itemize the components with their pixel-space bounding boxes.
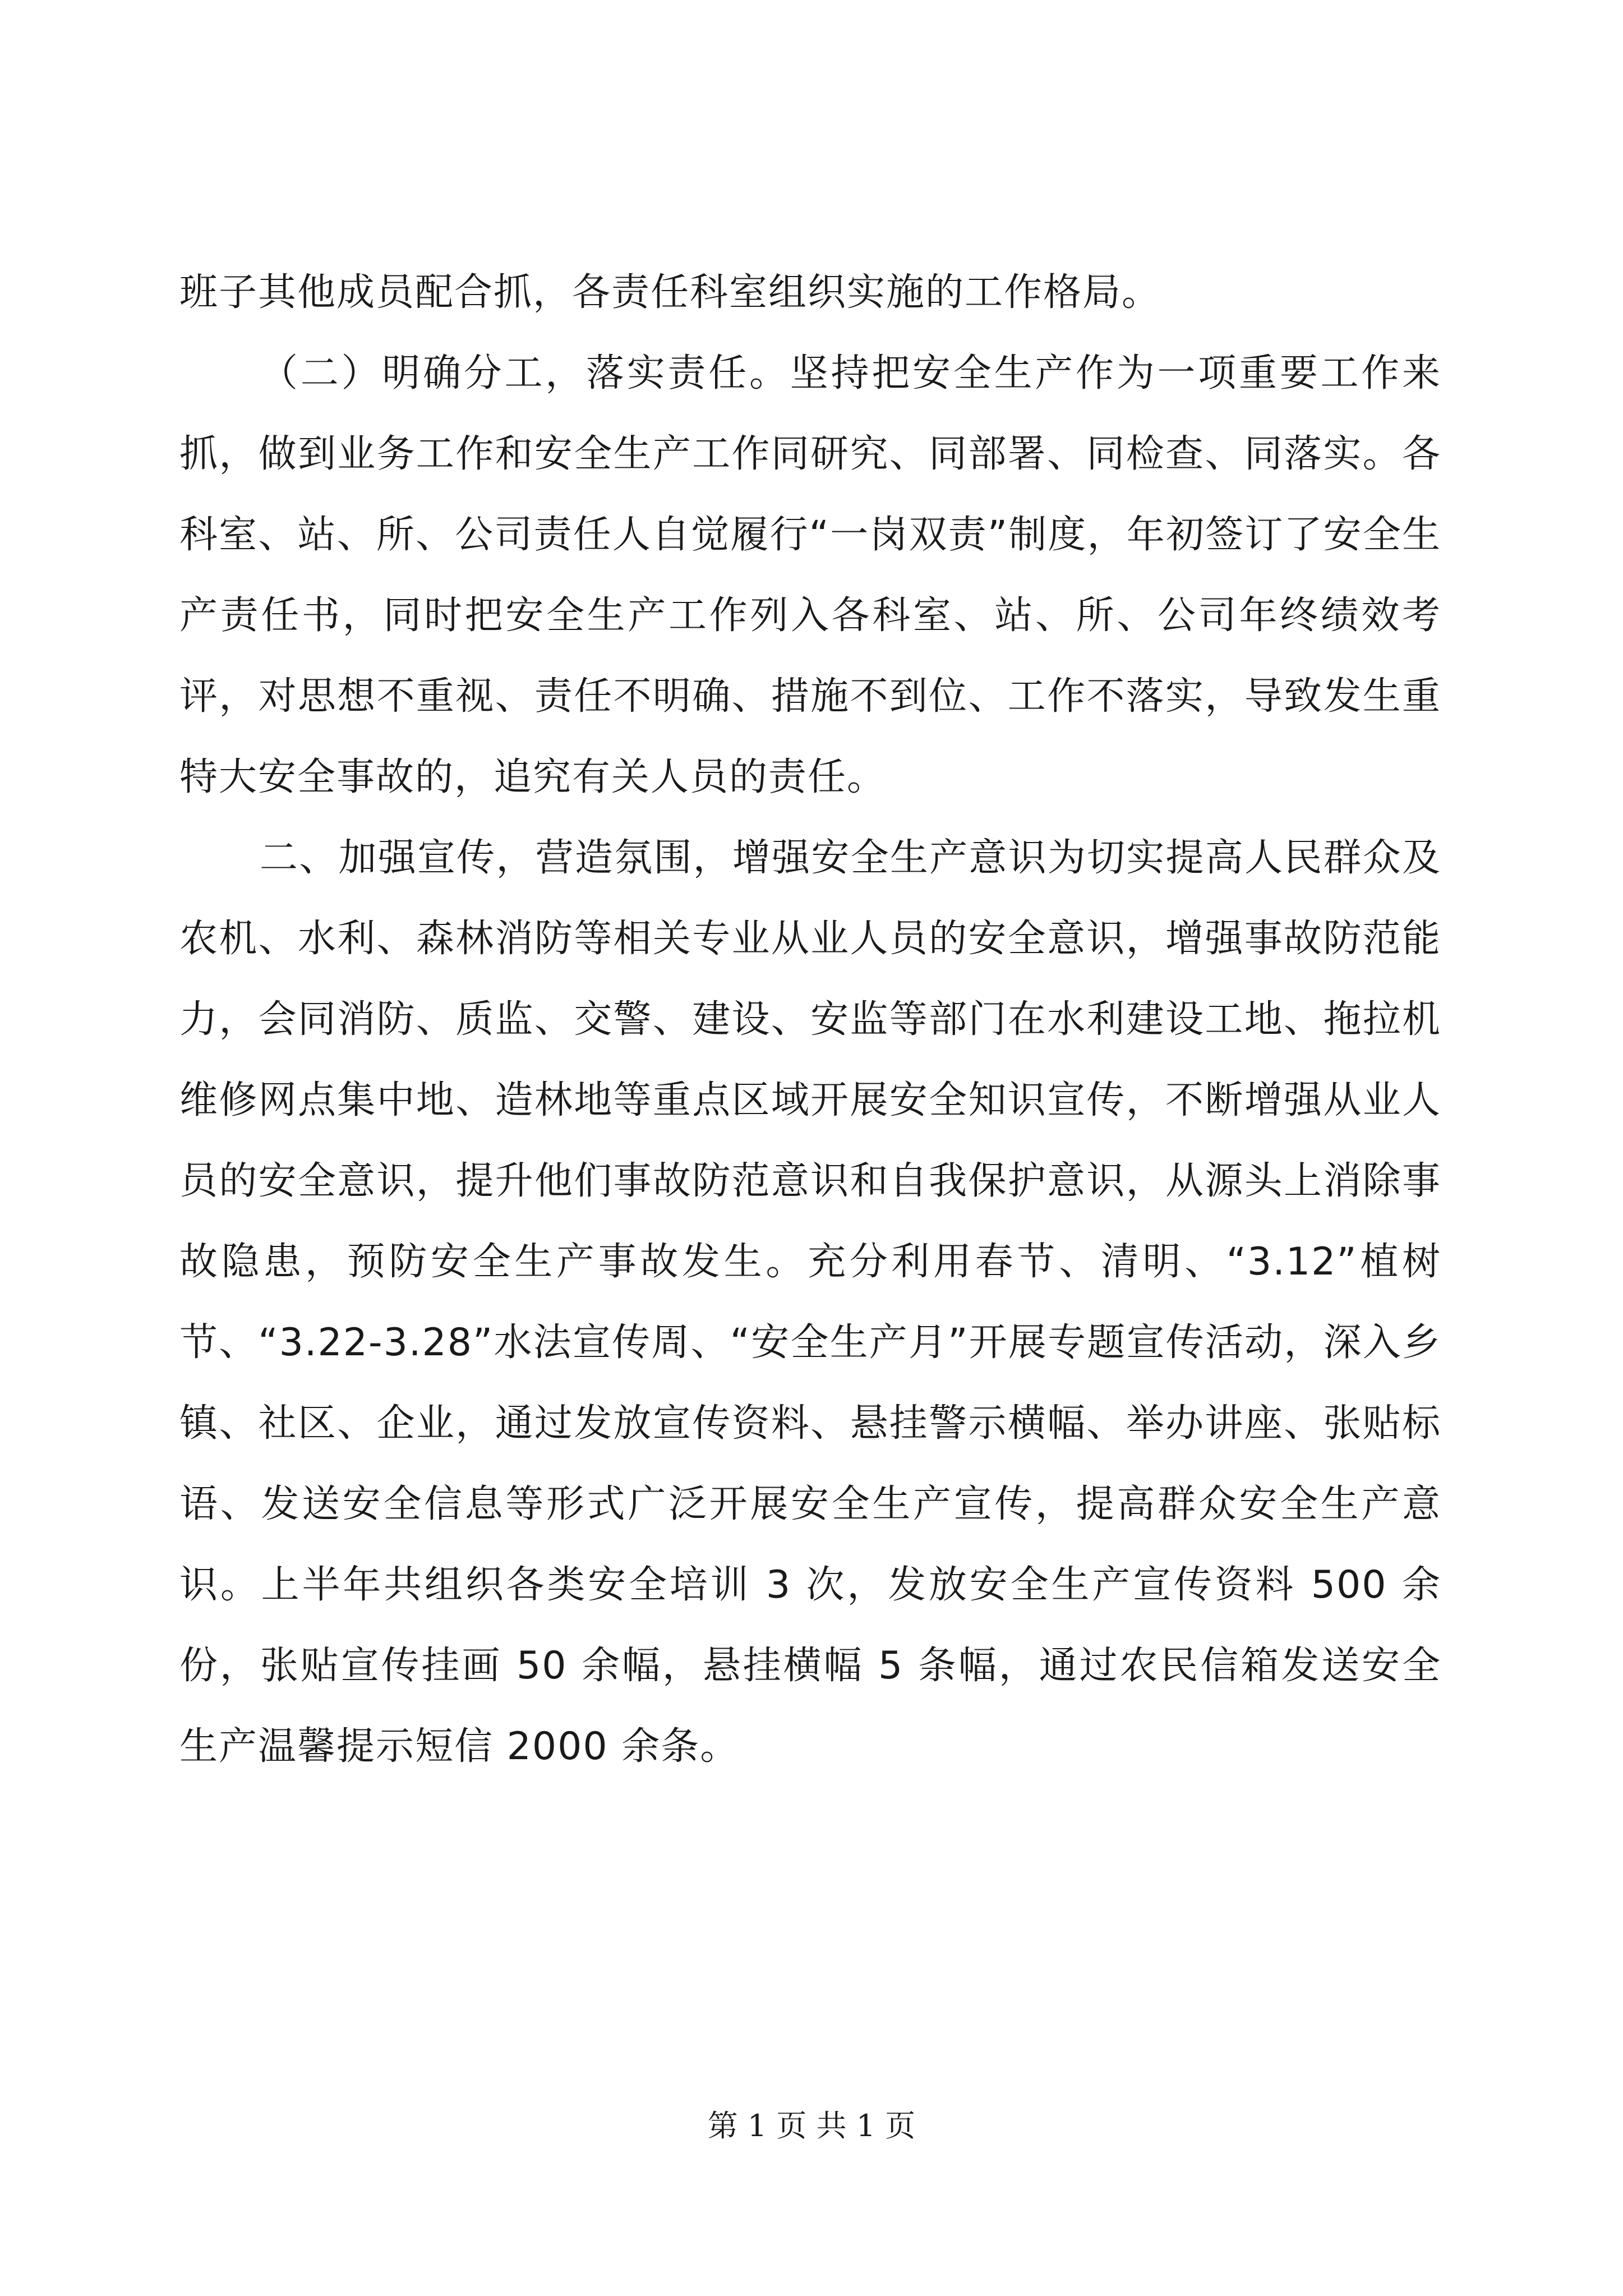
paragraph-section-2: 二、加强宣传，营造氛围，增强安全生产意识为切实提高人民群众及农机、水利、森林消防等相关专业从业人员的安全意识，增强事故防范能力，会同消防、质监、交警、建设、安监等部门在水利建设工地、拖拉机维修网点集中地、造林地等重点区域开展安全知识宣传，不断增强从业人员的安全意识，提升他们事故防范意识和自我保护意识，从源头上消除事故隐患，预防安全生产事故发生。充分利用春节、清明、“3.12”植树节、“3.22-3.28”水法宣传周、“安全生产月”开展专题宣传活动，深入乡镇、社区、企业，通过发放宣传资料、悬挂警示横幅、举办讲座、张贴标语、发送安全信息等形式广泛开展安全生产宣传，提高群众安全生产意识。上半年共组织各类安全培训 3 次，发放安全生产宣传资料 500 余份，张贴宣传挂画 50 余幅，悬挂横幅 5 条幅，通过农民信箱发送安全生产温馨提示短信 2000 余条。 bbox=[179, 836, 1441, 1769]
page-footer: 第 1 页 共 1 页 bbox=[707, 2108, 916, 2143]
paragraph-section-1-2: （二）明确分工，落实责任。坚持把安全生产作为一项重要工作来抓，做到业务工作和安全生产工作同研究、同部署、同检查、同落实。各科室、站、所、公司责任人自觉履行“一岗双责”制度，年初签订了安全生产责任书，同时把安全生产工作列入各科室、站、所、公司年终绩效考评，对思想不重视、责任不明确、措施不到位、工作不落实，导致发生重特大安全事故的，追究有关人员的责任。 bbox=[179, 351, 1441, 799]
body-text bbox=[179, 252, 1441, 1787]
paragraph-continuation: 班子其他成员配合抓，各责任科室组织实施的工作格局。 bbox=[179, 270, 1161, 315]
